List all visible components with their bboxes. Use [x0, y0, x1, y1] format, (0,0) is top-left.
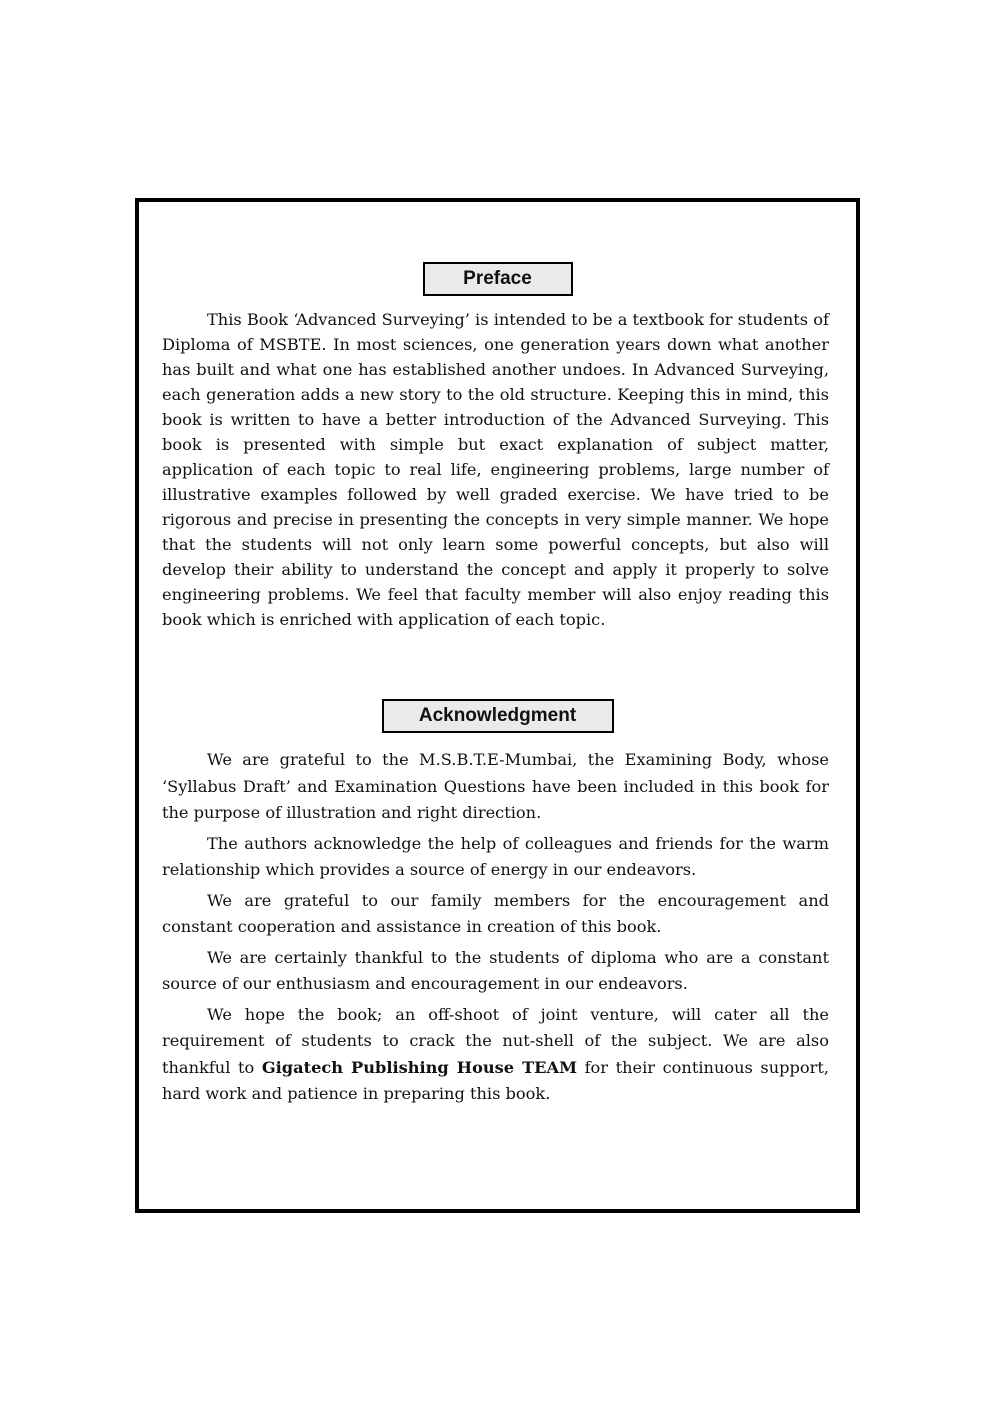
- acknowledgment-heading: Acknowledgment: [382, 699, 614, 733]
- acknowledgment-paragraph-2: The authors acknowledge the help of colleagues and friends for the warm relationship which provides a source of energy in our endeavors.: [162, 833, 829, 879]
- acknowledgment-section: [162, 747, 829, 1108]
- acknowledgment-paragraph-5: [162, 1002, 829, 1108]
- acknowledgment-paragraph-4: We are certainly thankful to the students of diploma who are a constant source of our enthusiasm and encouragement in our endeavors.: [162, 947, 829, 993]
- preface-heading: Preface: [423, 262, 573, 296]
- preface-section: [162, 307, 829, 632]
- acknowledgment-paragraph-1: We are grateful to the M.S.B.T.E-Mumbai, the Examining Body, whose ‘Syllabus Draft’ and Examination Questions have been included in this book for the purpose of illustration and right direction.: [162, 750, 829, 822]
- page-frame: [135, 198, 860, 1213]
- preface-paragraph: This Book ‘Advanced Surveying’ is intended to be a textbook for students of Diploma of MSBTE. In most sciences, one generation years down what another has built and what one has established another undoes. In Advanced Surveying, each generation adds a new story to the old structure. Keeping this in mind, this book is written to have a better introduction of the Advanced Surveying. This book is presented with simple but exact explanation of subject matter, application of each topic to real life, engineering problems, large number of illustrative examples followed by well graded exercise. We have tried to be rigorous and precise in presenting the concepts in very simple manner. We hope that the students will not only learn some powerful concepts, but also will develop their ability to understand the concept and apply it properly to solve engineering problems. We feel that faculty member will also enjoy reading this book which is enriched with application of each topic.: [162, 310, 829, 629]
- acknowledgment-paragraph-5-start: We hope the book; an off-shoot of joint venture, will cater all the requirement of students to crack the nut-shell of the subject. We are also thankful to: [162, 1004, 829, 1077]
- acknowledgment-paragraph-3: We are grateful to our family members for the encouragement and constant cooperation and assistance in creation of this book.: [162, 890, 829, 936]
- acknowledgment-paragraph-5-end: for their continuous support, hard work and patience in preparing this book.: [162, 1057, 830, 1103]
- publisher-team-name: Gigatech Publishing House TEAM: [261, 1057, 577, 1077]
